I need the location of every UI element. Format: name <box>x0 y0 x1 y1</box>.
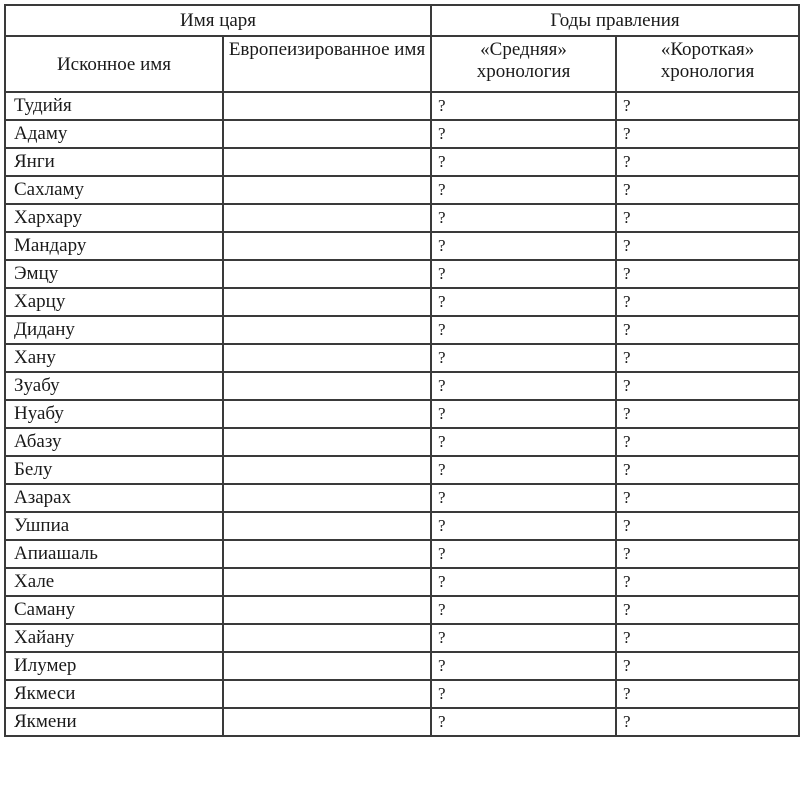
middle-chronology-cell: ? <box>431 204 616 232</box>
native-name-cell: Апиашаль <box>5 540 223 568</box>
native-name-cell: Хале <box>5 568 223 596</box>
middle-chronology-cell: ? <box>431 232 616 260</box>
european-name-cell <box>223 372 431 400</box>
native-name-cell: Хану <box>5 344 223 372</box>
table-row <box>5 176 799 204</box>
short-chronology-cell: ? <box>616 148 799 176</box>
european-name-cell <box>223 568 431 596</box>
short-chronology-cell: ? <box>616 512 799 540</box>
short-chronology-cell: ? <box>616 540 799 568</box>
table-row <box>5 652 799 680</box>
kings-table <box>4 4 800 737</box>
native-name-cell: Белу <box>5 456 223 484</box>
native-name-cell: Ушпиа <box>5 512 223 540</box>
table-row <box>5 316 799 344</box>
header-row-groups <box>5 5 799 36</box>
short-chronology-cell: ? <box>616 456 799 484</box>
header-middle-chronology: «Средняя» хронология <box>431 36 616 92</box>
table-row <box>5 288 799 316</box>
header-king-name: Имя царя <box>5 5 431 36</box>
european-name-cell <box>223 400 431 428</box>
middle-chronology-cell: ? <box>431 680 616 708</box>
european-name-cell <box>223 680 431 708</box>
european-name-cell <box>223 176 431 204</box>
short-chronology-cell: ? <box>616 176 799 204</box>
middle-chronology-cell: ? <box>431 372 616 400</box>
middle-chronology-cell: ? <box>431 288 616 316</box>
table-row <box>5 148 799 176</box>
middle-chronology-cell: ? <box>431 148 616 176</box>
middle-chronology-cell: ? <box>431 568 616 596</box>
native-name-cell: Хархару <box>5 204 223 232</box>
middle-chronology-cell: ? <box>431 652 616 680</box>
short-chronology-cell: ? <box>616 316 799 344</box>
middle-chronology-cell: ? <box>431 400 616 428</box>
native-name-cell: Нуабу <box>5 400 223 428</box>
native-name-cell: Янги <box>5 148 223 176</box>
native-name-cell: Харцу <box>5 288 223 316</box>
short-chronology-cell: ? <box>616 652 799 680</box>
middle-chronology-cell: ? <box>431 512 616 540</box>
table-row <box>5 568 799 596</box>
european-name-cell <box>223 120 431 148</box>
native-name-cell: Тудийя <box>5 92 223 120</box>
middle-chronology-cell: ? <box>431 344 616 372</box>
table-row <box>5 204 799 232</box>
short-chronology-cell: ? <box>616 260 799 288</box>
middle-chronology-cell: ? <box>431 708 616 736</box>
native-name-cell: Дидану <box>5 316 223 344</box>
middle-chronology-cell: ? <box>431 596 616 624</box>
table-row <box>5 680 799 708</box>
header-european-name: Европеизированное имя <box>223 36 431 92</box>
table-row <box>5 372 799 400</box>
table-row <box>5 512 799 540</box>
short-chronology-cell: ? <box>616 484 799 512</box>
middle-chronology-cell: ? <box>431 176 616 204</box>
short-chronology-cell: ? <box>616 596 799 624</box>
short-chronology-cell: ? <box>616 372 799 400</box>
european-name-cell <box>223 148 431 176</box>
table-row <box>5 624 799 652</box>
european-name-cell <box>223 512 431 540</box>
table-row <box>5 92 799 120</box>
middle-chronology-cell: ? <box>431 120 616 148</box>
table-row <box>5 260 799 288</box>
table-row <box>5 232 799 260</box>
table-row <box>5 120 799 148</box>
table-row <box>5 428 799 456</box>
native-name-cell: Зуабу <box>5 372 223 400</box>
european-name-cell <box>223 92 431 120</box>
header-reign-years: Годы правления <box>431 5 799 36</box>
middle-chronology-cell: ? <box>431 92 616 120</box>
middle-chronology-cell: ? <box>431 484 616 512</box>
native-name-cell: Азарах <box>5 484 223 512</box>
short-chronology-cell: ? <box>616 428 799 456</box>
short-chronology-cell: ? <box>616 400 799 428</box>
table-row <box>5 596 799 624</box>
european-name-cell <box>223 652 431 680</box>
table-row <box>5 484 799 512</box>
middle-chronology-cell: ? <box>431 316 616 344</box>
short-chronology-cell: ? <box>616 624 799 652</box>
middle-chronology-cell: ? <box>431 540 616 568</box>
table-body <box>5 92 799 736</box>
european-name-cell <box>223 624 431 652</box>
european-name-cell <box>223 540 431 568</box>
native-name-cell: Абазу <box>5 428 223 456</box>
native-name-cell: Мандару <box>5 232 223 260</box>
native-name-cell: Хайану <box>5 624 223 652</box>
native-name-cell: Эмцу <box>5 260 223 288</box>
header-native-name: Исконное имя <box>5 36 223 92</box>
european-name-cell <box>223 288 431 316</box>
table-row <box>5 708 799 736</box>
middle-chronology-cell: ? <box>431 624 616 652</box>
middle-chronology-cell: ? <box>431 260 616 288</box>
middle-chronology-cell: ? <box>431 428 616 456</box>
short-chronology-cell: ? <box>616 680 799 708</box>
short-chronology-cell: ? <box>616 232 799 260</box>
short-chronology-cell: ? <box>616 204 799 232</box>
middle-chronology-cell: ? <box>431 456 616 484</box>
native-name-cell: Якмени <box>5 708 223 736</box>
table-row <box>5 540 799 568</box>
native-name-cell: Адаму <box>5 120 223 148</box>
short-chronology-cell: ? <box>616 120 799 148</box>
european-name-cell <box>223 428 431 456</box>
short-chronology-cell: ? <box>616 92 799 120</box>
table-row <box>5 344 799 372</box>
header-short-chronology: «Короткая» хронология <box>616 36 799 92</box>
european-name-cell <box>223 456 431 484</box>
header-row-columns <box>5 36 799 92</box>
short-chronology-cell: ? <box>616 568 799 596</box>
european-name-cell <box>223 260 431 288</box>
european-name-cell <box>223 204 431 232</box>
european-name-cell <box>223 484 431 512</box>
native-name-cell: Саману <box>5 596 223 624</box>
european-name-cell <box>223 708 431 736</box>
short-chronology-cell: ? <box>616 708 799 736</box>
short-chronology-cell: ? <box>616 288 799 316</box>
short-chronology-cell: ? <box>616 344 799 372</box>
european-name-cell <box>223 232 431 260</box>
european-name-cell <box>223 344 431 372</box>
european-name-cell <box>223 316 431 344</box>
table-row <box>5 400 799 428</box>
european-name-cell <box>223 596 431 624</box>
native-name-cell: Сахламу <box>5 176 223 204</box>
native-name-cell: Илумер <box>5 652 223 680</box>
table-row <box>5 456 799 484</box>
native-name-cell: Якмеси <box>5 680 223 708</box>
